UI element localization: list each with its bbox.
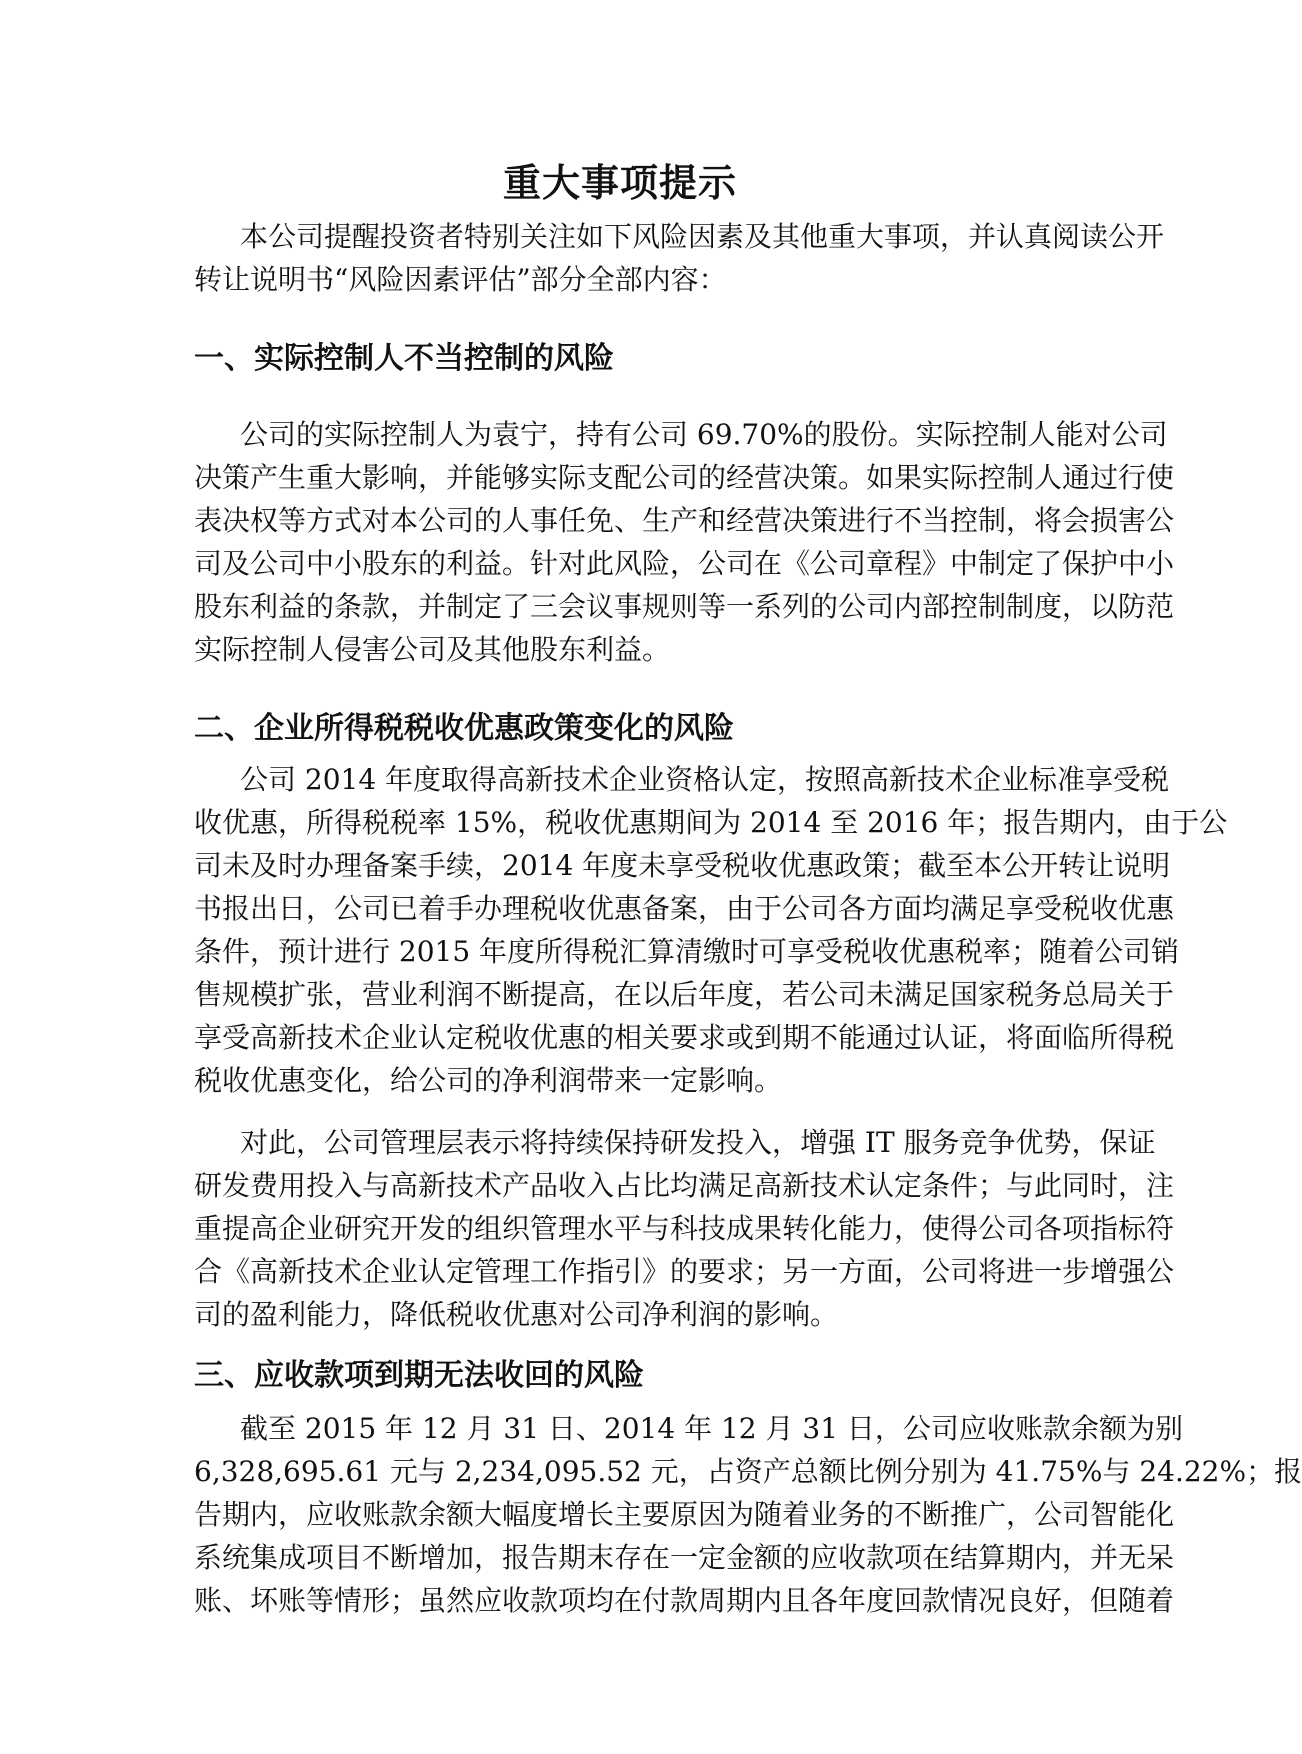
text-line: 系统集成项目不断增加，报告期末存在一定金额的应收款项在结算期内，并无呆 bbox=[194, 1541, 1175, 1574]
text-line: 司未及时办理备案手续，2014 年度未享受税收优惠政策；截至本公开转让说明 bbox=[194, 849, 1171, 882]
text-line: 转让说明书“风险因素评估”部分全部内容： bbox=[194, 263, 727, 296]
page-title: 重大事项提示 bbox=[502, 161, 737, 205]
text-line: 本公司提醒投资者特别关注如下风险因素及其他重大事项，并认真阅读公开 bbox=[240, 220, 1165, 253]
section-heading-3: 三、应收款项到期无法收回的风险 bbox=[194, 1358, 644, 1393]
text-line: 公司的实际控制人为袁宁，持有公司 69.70%的股份。实际控制人能对公司 bbox=[240, 418, 1168, 451]
section-2-paragraph-2 bbox=[194, 1121, 1175, 1336]
text-line: 告期内，应收账款余额大幅度增长主要原因为随着业务的不断推广，公司智能化 bbox=[194, 1498, 1175, 1531]
text-line: 对此，公司管理层表示将持续保持研发投入，增强 IT 服务竞争优势，保证 bbox=[240, 1126, 1156, 1159]
text-line: 决策产生重大影响，并能够实际支配公司的经营决策。如果实际控制人通过行使 bbox=[194, 461, 1175, 494]
text-line: 收优惠，所得税税率 15%，税收优惠期间为 2014 至 2016 年；报告期内，由于公 bbox=[194, 806, 1228, 839]
text-line: 公司 2014 年度取得高新技术企业资格认定，按照高新技术企业标准享受税 bbox=[240, 763, 1170, 796]
text-line: 股东利益的条款，并制定了三会议事规则等一系列的公司内部控制制度，以防范 bbox=[194, 590, 1175, 623]
section-3-paragraph-1 bbox=[194, 1407, 1302, 1622]
text-line: 实际控制人侵害公司及其他股东利益。 bbox=[194, 633, 671, 666]
intro-paragraph bbox=[194, 215, 1165, 301]
section-1-paragraph-1 bbox=[194, 413, 1175, 671]
text-line: 书报出日，公司已着手办理税收优惠备案，由于公司各方面均满足享受税收优惠 bbox=[194, 892, 1175, 925]
text-line: 重提高企业研究开发的组织管理水平与科技成果转化能力，使得公司各项指标符 bbox=[194, 1212, 1175, 1245]
section-2-paragraph-1 bbox=[194, 758, 1228, 1102]
text-line: 享受高新技术企业认定税收优惠的相关要求或到期不能通过认证，将面临所得税 bbox=[194, 1021, 1175, 1054]
text-line: 税收优惠变化，给公司的净利润带来一定影响。 bbox=[194, 1064, 783, 1097]
section-heading-2: 二、企业所得税税收优惠政策变化的风险 bbox=[194, 711, 734, 746]
text-line: 截至 2015 年 12 月 31 日、2014 年 12 月 31 日，公司应收账款余额为别 bbox=[240, 1412, 1183, 1445]
section-heading-1: 一、实际控制人不当控制的风险 bbox=[194, 341, 614, 376]
text-line: 6,328,695.61 元与 2,234,095.52 元，占资产总额比例分别为 41.75%与 24.22%；报 bbox=[194, 1455, 1302, 1488]
text-line: 司的盈利能力，降低税收优惠对公司净利润的影响。 bbox=[194, 1298, 839, 1331]
text-line: 合《高新技术企业认定管理工作指引》的要求；另一方面，公司将进一步增强公 bbox=[194, 1255, 1175, 1288]
text-line: 条件，预计进行 2015 年度所得税汇算清缴时可享受税收优惠税率；随着公司销 bbox=[194, 935, 1180, 968]
text-line: 表决权等方式对本公司的人事任免、生产和经营决策进行不当控制，将会损害公 bbox=[194, 504, 1175, 537]
text-line: 司及公司中小股东的利益。针对此风险，公司在《公司章程》中制定了保护中小 bbox=[194, 547, 1175, 580]
text-line: 账、坏账等情形；虽然应收款项均在付款周期内且各年度回款情况良好，但随着 bbox=[194, 1584, 1175, 1617]
text-line: 售规模扩张，营业利润不断提高，在以后年度，若公司未满足国家税务总局关于 bbox=[194, 978, 1175, 1011]
text-line: 研发费用投入与高新技术产品收入占比均满足高新技术认定条件；与此同时，注 bbox=[194, 1169, 1175, 1202]
